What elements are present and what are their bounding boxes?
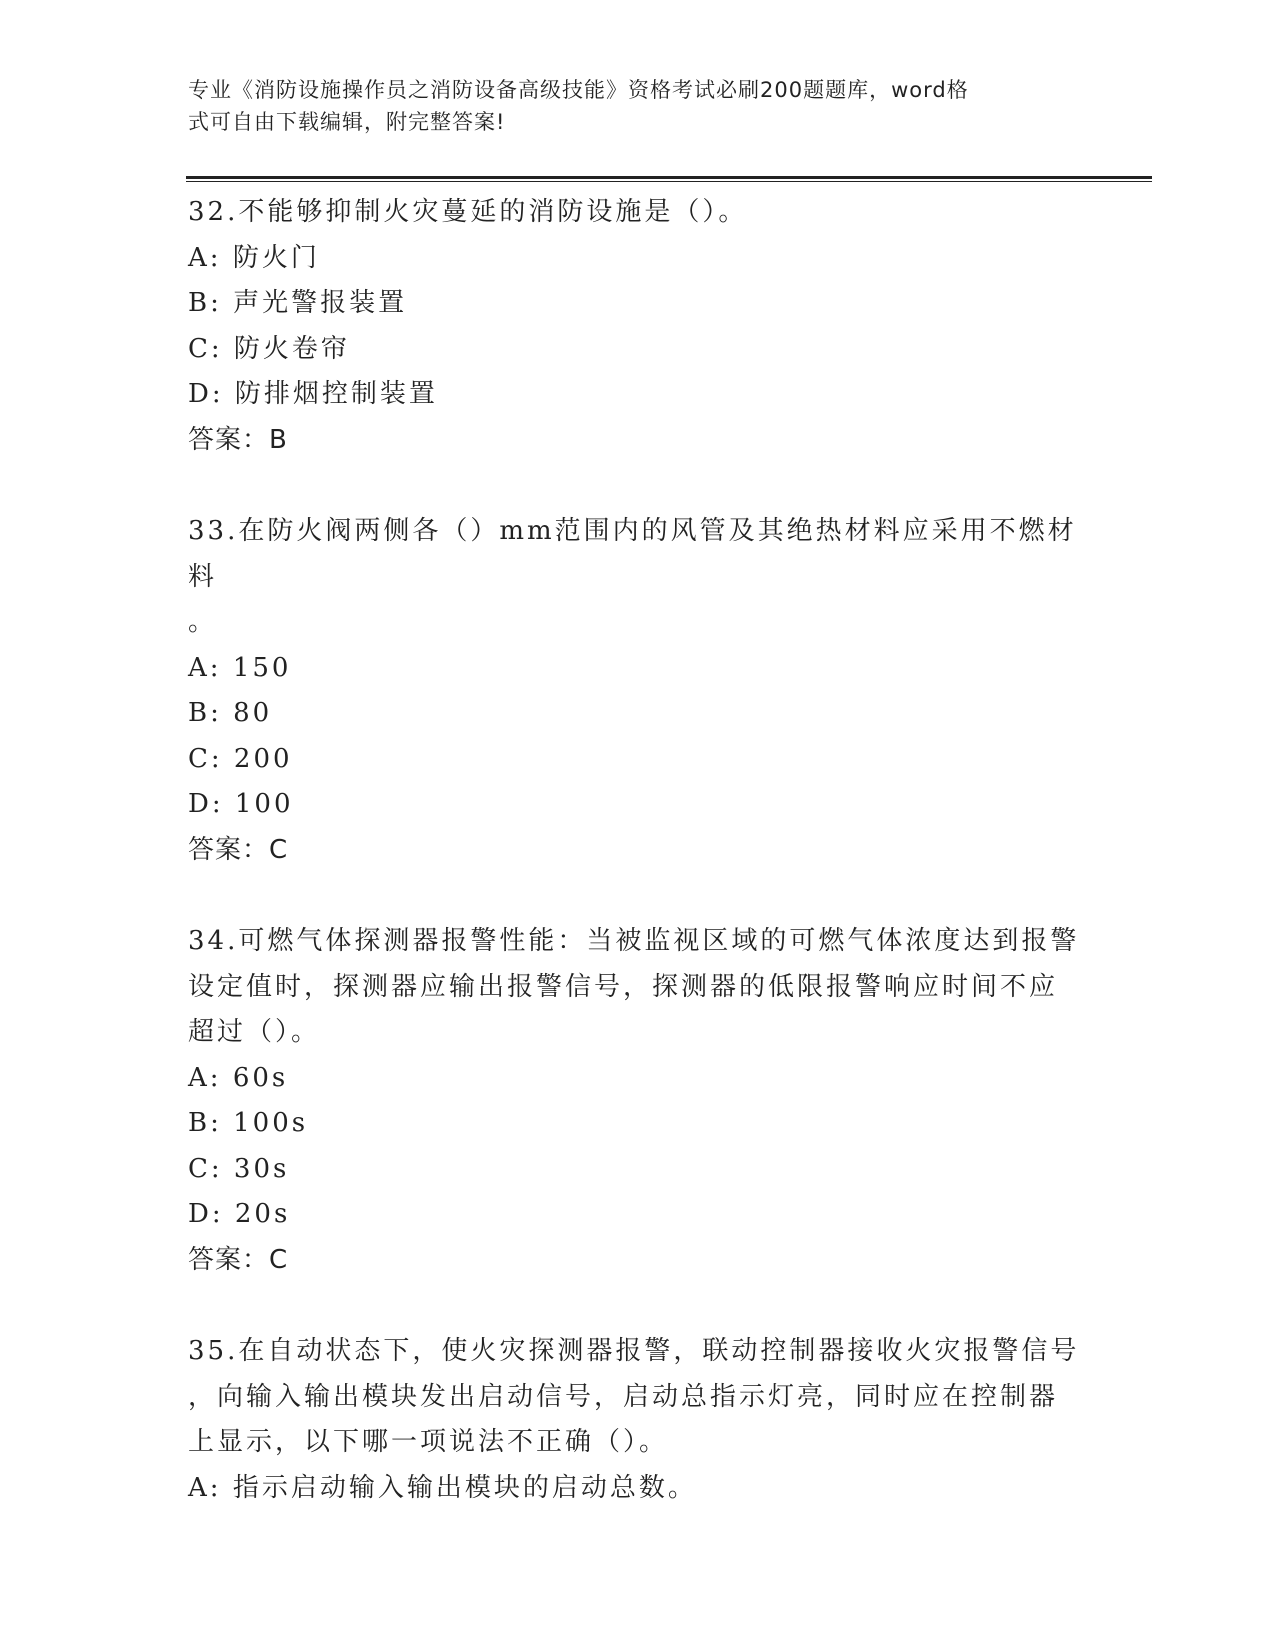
option-letter: A: bbox=[188, 242, 222, 273]
answer-line: 答案：B bbox=[188, 424, 288, 455]
option-text: 80 bbox=[233, 698, 273, 728]
option-text: 60s bbox=[232, 1062, 289, 1093]
question-text: 34.可燃气体探测器报警性能：当被监视区域的可燃气体浓度达到报警 bbox=[188, 926, 1080, 956]
header-divider-thick bbox=[186, 176, 1152, 179]
header-divider-thin bbox=[186, 181, 1152, 182]
option-letter: C: bbox=[188, 1153, 223, 1184]
question-text: ，向输入输出模块发出启动信号，启动总指示灯亮，同时应在控制器 bbox=[188, 1381, 1059, 1412]
answer-line: 答案：C bbox=[188, 834, 289, 865]
question-text: 32.不能够抑制火灾蔓延的消防设施是（）。 bbox=[188, 197, 748, 227]
option-letter: B: bbox=[188, 698, 222, 728]
question-text: 33.在防火阀两侧各（）mm范围内的风管及其绝热材料应采用不燃材料 bbox=[188, 516, 1077, 592]
option-c bbox=[188, 1147, 1088, 1193]
option-text: 声光警报装置 bbox=[233, 288, 408, 318]
question-text: 超过（）。 bbox=[188, 1017, 321, 1047]
option-a bbox=[188, 1056, 1088, 1102]
option-letter: C: bbox=[188, 743, 223, 774]
option-text: 防火门 bbox=[232, 242, 320, 273]
question-text: 。 bbox=[188, 607, 218, 637]
option-text: 指示启动输入输出模块的启动总数。 bbox=[232, 1472, 697, 1503]
header-line-2: 式可自由下载编辑，附完整答案! bbox=[188, 110, 506, 134]
option-letter: A: bbox=[188, 652, 222, 683]
question-text: 设定值时，探测器应输出报警信号，探测器的低限报警响应时间不应 bbox=[188, 971, 1059, 1002]
option-a bbox=[188, 646, 1088, 692]
option-d bbox=[188, 782, 1088, 828]
option-text: 200 bbox=[233, 743, 293, 774]
option-letter: D: bbox=[188, 1199, 224, 1229]
option-c bbox=[188, 737, 1088, 783]
option-c bbox=[188, 327, 1088, 373]
option-letter: A: bbox=[188, 1472, 222, 1503]
option-text: 防火卷帘 bbox=[233, 333, 350, 364]
option-d bbox=[188, 1192, 1088, 1238]
question-text: 35.在自动状态下，使火灾探测器报警，联动控制器接收火灾报警信号 bbox=[188, 1336, 1080, 1366]
option-letter: A: bbox=[188, 1062, 222, 1093]
option-a bbox=[188, 1466, 1088, 1512]
option-text: 100 bbox=[234, 789, 294, 819]
question-33 bbox=[188, 509, 1088, 873]
question-35 bbox=[188, 1329, 1088, 1511]
option-b bbox=[188, 691, 1088, 737]
option-letter: D: bbox=[188, 789, 224, 819]
document-header bbox=[188, 74, 1068, 138]
option-a bbox=[188, 236, 1088, 282]
option-b bbox=[188, 1101, 1088, 1147]
question-32 bbox=[188, 190, 1088, 463]
header-line-1: 专业《消防设施操作员之消防设备高级技能》资格考试必刷200题题库，word格 bbox=[188, 78, 969, 102]
question-34 bbox=[188, 919, 1088, 1283]
option-text: 100s bbox=[233, 1108, 309, 1138]
option-letter: C: bbox=[188, 333, 223, 364]
answer-line: 答案：C bbox=[188, 1244, 289, 1275]
option-text: 20s bbox=[234, 1199, 291, 1229]
option-letter: D: bbox=[188, 379, 224, 409]
option-text: 30s bbox=[233, 1153, 290, 1184]
option-text: 防排烟控制装置 bbox=[234, 379, 438, 409]
option-d bbox=[188, 372, 1088, 418]
option-letter: B: bbox=[188, 1108, 222, 1138]
question-list bbox=[188, 190, 1088, 1557]
option-letter: B: bbox=[188, 288, 222, 318]
option-b bbox=[188, 281, 1088, 327]
question-text: 上显示，以下哪一项说法不正确（）。 bbox=[188, 1427, 669, 1457]
option-text: 150 bbox=[232, 652, 292, 683]
